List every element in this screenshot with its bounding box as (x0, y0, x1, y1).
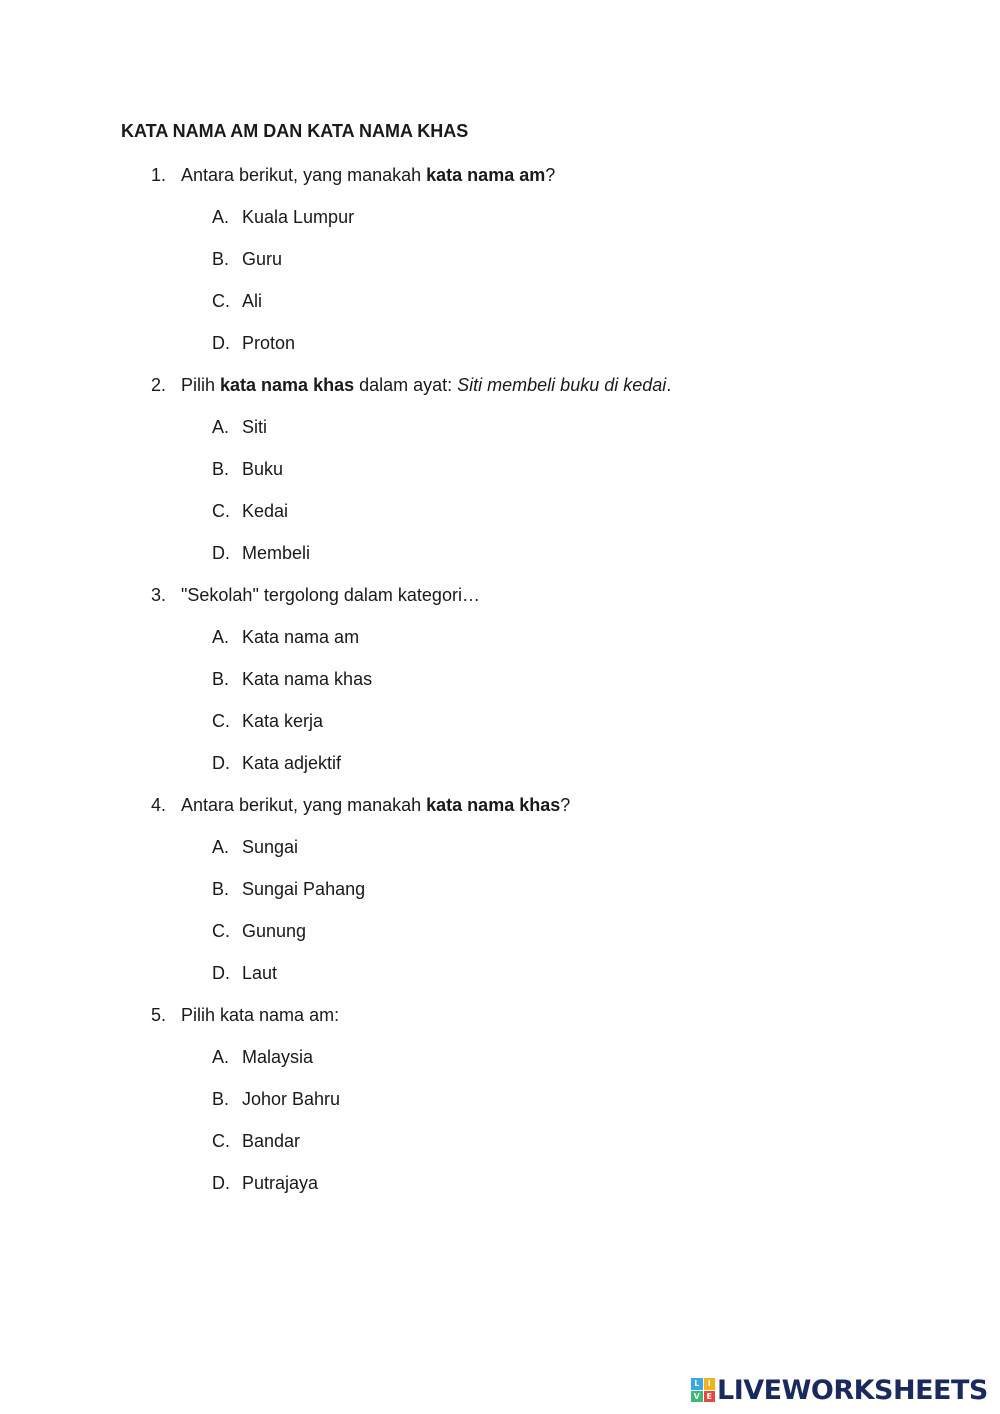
question-1 (151, 163, 555, 187)
option-3d[interactable] (212, 751, 341, 775)
question-5 (151, 1003, 339, 1027)
question-4 (151, 793, 570, 817)
option-4b[interactable] (212, 877, 365, 901)
question-text: Antara berikut, yang manakah (181, 165, 427, 185)
question-keyword: kata nama am (426, 165, 546, 185)
option-2d[interactable] (212, 541, 310, 565)
option-text: Kuala Lumpur (242, 207, 355, 227)
option-text: Putrajaya (242, 1173, 319, 1193)
option-text: Kedai (242, 501, 289, 521)
option-letter: D. (212, 1173, 230, 1193)
option-text: Siti (242, 417, 268, 437)
option-5c[interactable] (212, 1129, 300, 1153)
option-letter: B. (212, 249, 230, 269)
option-letter: B. (212, 459, 230, 479)
option-letter: A. (212, 627, 230, 647)
question-number: 2. (151, 375, 167, 395)
question-text-end: ? (545, 165, 556, 185)
option-text: Kata nama khas (242, 669, 373, 689)
option-text: Malaysia (242, 1047, 314, 1067)
option-1d[interactable] (212, 331, 295, 355)
option-3b[interactable] (212, 667, 372, 691)
question-text: Pilih kata nama am: (181, 1005, 340, 1025)
option-text: Laut (242, 963, 278, 983)
question-text: Pilih (181, 375, 221, 395)
option-letter: C. (212, 501, 230, 521)
question-number: 3. (151, 585, 167, 605)
question-keyword: kata nama khas (426, 795, 561, 815)
option-5a[interactable] (212, 1045, 313, 1069)
option-text: Kata nama am (242, 627, 360, 647)
option-text: Membeli (242, 543, 311, 563)
option-letter: A. (212, 207, 230, 227)
logo-tile-e: E (704, 1391, 716, 1403)
option-letter: A. (212, 1047, 230, 1067)
question-2 (151, 373, 671, 397)
worksheet-title: KATA NAMA AM DAN KATA NAMA KHAS (121, 121, 469, 141)
logo-tile-l: L (691, 1378, 703, 1390)
option-4d[interactable] (212, 961, 277, 985)
question-number: 1. (151, 165, 167, 185)
option-text: Buku (242, 459, 284, 479)
option-letter: D. (212, 963, 230, 983)
option-2a[interactable] (212, 415, 267, 439)
option-text: Sungai Pahang (242, 879, 366, 899)
option-3c[interactable] (212, 709, 323, 733)
option-letter: D. (212, 753, 230, 773)
option-3a[interactable] (212, 625, 359, 649)
option-1b[interactable] (212, 247, 282, 271)
option-text: Kata kerja (242, 711, 324, 731)
question-text-end: ? (560, 795, 571, 815)
option-2c[interactable] (212, 499, 288, 523)
option-2b[interactable] (212, 457, 283, 481)
option-5b[interactable] (212, 1087, 340, 1111)
option-1a[interactable] (212, 205, 354, 229)
question-keyword: kata nama khas (220, 375, 355, 395)
question-text-middle: dalam ayat: (354, 375, 458, 395)
question-sentence: Siti membeli buku di kedai (457, 375, 667, 395)
option-letter: C. (212, 921, 230, 941)
option-letter: C. (212, 291, 230, 311)
option-letter: B. (212, 669, 230, 689)
option-4a[interactable] (212, 835, 298, 859)
option-text: Guru (242, 249, 283, 269)
option-text: Proton (242, 333, 296, 353)
option-letter: B. (212, 1089, 230, 1109)
option-letter: D. (212, 543, 230, 563)
option-letter: C. (212, 711, 230, 731)
option-letter: A. (212, 417, 230, 437)
logo-tile-i: I (704, 1378, 716, 1390)
liveworksheets-icon (691, 1378, 715, 1402)
option-text: Kata adjektif (242, 753, 342, 773)
option-letter: D. (212, 333, 230, 353)
question-text-end: . (666, 375, 672, 395)
option-text: Ali (242, 291, 263, 311)
option-letter: B. (212, 879, 230, 899)
option-text: Johor Bahru (242, 1089, 341, 1109)
question-number: 4. (151, 795, 167, 815)
option-5d[interactable] (212, 1171, 318, 1195)
question-text: Antara berikut, yang manakah (181, 795, 427, 815)
option-4c[interactable] (212, 919, 306, 943)
option-letter: A. (212, 837, 230, 857)
question-3 (151, 583, 480, 607)
option-text: Bandar (242, 1131, 301, 1151)
question-number: 5. (151, 1005, 167, 1025)
logo-tile-v: V (691, 1391, 703, 1403)
question-text: "Sekolah" tergolong dalam kategori… (181, 585, 480, 605)
brand-name: LIVEWORKSHEETS (717, 1374, 988, 1406)
option-letter: C. (212, 1131, 230, 1151)
liveworksheets-logo (691, 1373, 988, 1407)
option-1c[interactable] (212, 289, 262, 313)
option-text: Sungai (242, 837, 299, 857)
option-text: Gunung (242, 921, 307, 941)
